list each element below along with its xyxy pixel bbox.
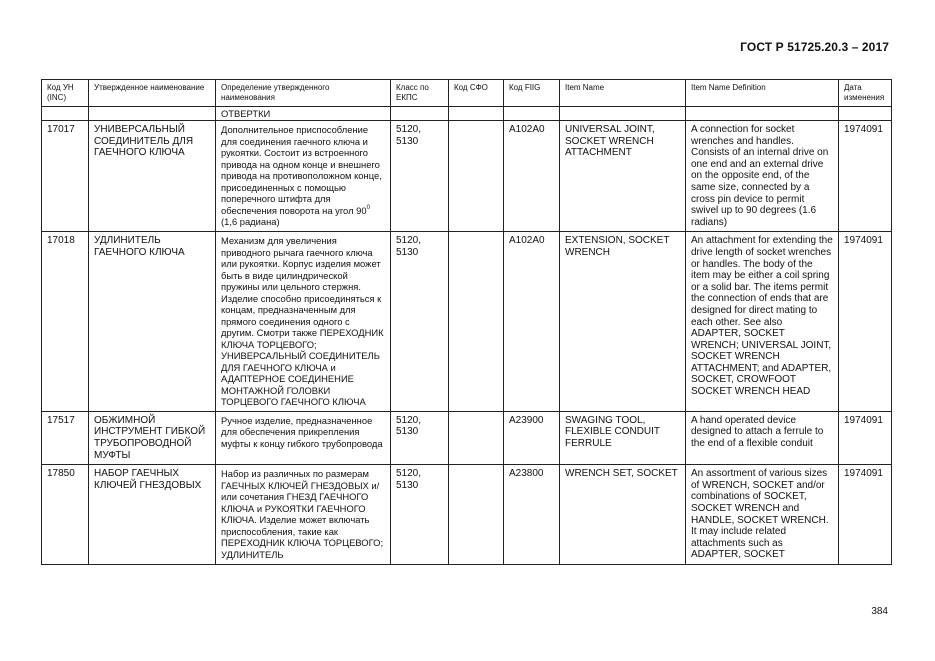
- table-cell: [42, 107, 89, 121]
- table-cell: [839, 107, 892, 121]
- col-header-item-name: Item Name: [560, 80, 686, 107]
- item-name-cell: EXTENSION, SOCKET WRENCH: [560, 232, 686, 412]
- definition-ru-cell: Ручное изделие, предназначенное для обеспечения прикрепления муфты к концу гибкого трубопровода: [216, 411, 391, 464]
- sfo-cell: [449, 232, 504, 412]
- col-header-definition-ru: Определение утвержденного наименования: [216, 80, 391, 107]
- nomenclature-table: [41, 79, 892, 565]
- table-cell: [89, 107, 216, 121]
- col-header-sfo: Код СФО: [449, 80, 504, 107]
- inc-cell: 17850: [42, 465, 89, 565]
- definition-ru-text: Дополнительное приспособление для соединения гаечного ключа и рукоятки. Состоит из встроенного привода на одном конце и внешнего привода на противоположном конце, присоединенных с помощью поперечного штифта для обеспечения поворота на угол 90: [221, 124, 382, 216]
- item-definition-cell: An attachment for extending the drive length of socket wrenches or handles. The body of the item may be either a coil spring or a solid bar. The items permit the connection of ends that are designed for direct mating to each other. See also ADAPTER, SOCKET WRENCH; UNIVERSAL JOINT, SOCKET WRENCH ATTACHMENT; and ADAPTER, SOCKET, CROWFOOT SOCKET WRENCH HEAD: [686, 232, 839, 412]
- approved-name-cell: ОБЖИМНОЙ ИНСТРУМЕНТ ГИБКОЙ ТРУБОПРОВОДНОЙ МУФТЫ: [89, 411, 216, 464]
- class-cell: 5120, 5130: [391, 411, 449, 464]
- item-definition-cell: A connection for socket wrenches and handles. Consists of an internal drive on one end and an external drive on the opposite end, of the same size, connected by a cross pin device to permit swivel up to 90 degrees (1.6 radians): [686, 121, 839, 232]
- definition-ru-cell: Набор из различных по размерам ГАЕЧНЫХ КЛЮЧЕЙ ГНЕЗДОВЫХ и/или сочетания ГНЕЗД ГАЕЧНОГО КЛЮЧА и РУКОЯТКИ ГАЕЧНОГО КЛЮЧА. Изделие может включать приспособления, такие как ПЕРЕХОДНИК КЛЮЧА ТОРЦЕВОГО; УДЛИНИТЕЛЬ: [216, 465, 391, 565]
- sfo-cell: [449, 411, 504, 464]
- approved-name-cell: УДЛИНИТЕЛЬ ГАЕЧНОГО КЛЮЧА: [89, 232, 216, 412]
- inc-cell: 17018: [42, 232, 89, 412]
- date-cell: 1974091: [839, 121, 892, 232]
- group-label: ОТВЕРТКИ: [216, 107, 391, 121]
- table-row: [42, 411, 892, 464]
- item-name-cell: UNIVERSAL JOINT, SOCKET WRENCH ATTACHMENT: [560, 121, 686, 232]
- item-name-cell: WRENCH SET, SOCKET: [560, 465, 686, 565]
- date-cell: 1974091: [839, 411, 892, 464]
- header-row: [42, 80, 892, 107]
- table-row: [42, 465, 892, 565]
- fiig-cell: A23800: [504, 465, 560, 565]
- table-row: [42, 121, 892, 232]
- col-header-approved-name: Утвержденное наименование: [89, 80, 216, 107]
- definition-ru-cell: Механизм для увеличения приводного рычага гаечного ключа или рукоятки. Корпус изделия может быть в виде цилиндрической пружины или цельного стержня. Изделие способно присоединяться к концам, предназначенным для прямого соединения одного с другим. Смотри также ПЕРЕХОДНИК КЛЮЧА ТОРЦЕВОГО; УНИВЕРСАЛЬНЫЙ СОЕДИНИТЕЛЬ ДЛЯ ГАЕЧНОГО КЛЮЧА и АДАПТЕРНОЕ СОЕДИНЕНИЕ МОНТАЖНОЙ ГОЛОВКИ ТОРЦЕВОГО ГАЕЧНОГО КЛЮЧА: [216, 232, 391, 412]
- col-header-item-definition: Item Name Definition: [686, 80, 839, 107]
- table-cell: [686, 107, 839, 121]
- fiig-cell: A102A0: [504, 232, 560, 412]
- approved-name-cell: НАБОР ГАЕЧНЫХ КЛЮЧЕЙ ГНЕЗДОВЫХ: [89, 465, 216, 565]
- table-cell: [504, 107, 560, 121]
- page-number: 384: [871, 606, 888, 617]
- item-definition-cell: A hand operated device designed to attach a ferrule to the end of a flexible conduit: [686, 411, 839, 464]
- inc-cell: 17517: [42, 411, 89, 464]
- class-cell: 5120, 5130: [391, 465, 449, 565]
- table-cell: [560, 107, 686, 121]
- col-header-inc: Код УН (INC): [42, 80, 89, 107]
- col-header-date: Дата изменения: [839, 80, 892, 107]
- sfo-cell: [449, 465, 504, 565]
- item-name-cell: SWAGING TOOL, FLEXIBLE CONDUIT FERRULE: [560, 411, 686, 464]
- date-cell: 1974091: [839, 465, 892, 565]
- table-cell: [449, 107, 504, 121]
- class-cell: 5120, 5130: [391, 232, 449, 412]
- definition-ru-cell: [216, 121, 391, 232]
- degree-superscript: 0: [366, 204, 370, 211]
- document-title: ГОСТ Р 51725.20.3 – 2017: [740, 40, 889, 54]
- sfo-cell: [449, 121, 504, 232]
- inc-cell: 17017: [42, 121, 89, 232]
- group-row: [42, 107, 892, 121]
- date-cell: 1974091: [839, 232, 892, 412]
- class-cell: 5120, 5130: [391, 121, 449, 232]
- fiig-cell: A102A0: [504, 121, 560, 232]
- definition-ru-tail: (1,6 радиана): [221, 216, 280, 227]
- approved-name-cell: УНИВЕРСАЛЬНЫЙ СОЕДИНИТЕЛЬ ДЛЯ ГАЕЧНОГО КЛЮЧА: [89, 121, 216, 232]
- fiig-cell: A23900: [504, 411, 560, 464]
- item-definition-cell: An assortment of various sizes of WRENCH, SOCKET and/or combinations of SOCKET, SOCKET WRENCH and HANDLE, SOCKET WRENCH. It may include related attachments such as ADAPTER, SOCKET: [686, 465, 839, 565]
- col-header-fiig: Код FIIG: [504, 80, 560, 107]
- col-header-class: Класс по ЕКПС: [391, 80, 449, 107]
- table-row: [42, 232, 892, 412]
- table-cell: [391, 107, 449, 121]
